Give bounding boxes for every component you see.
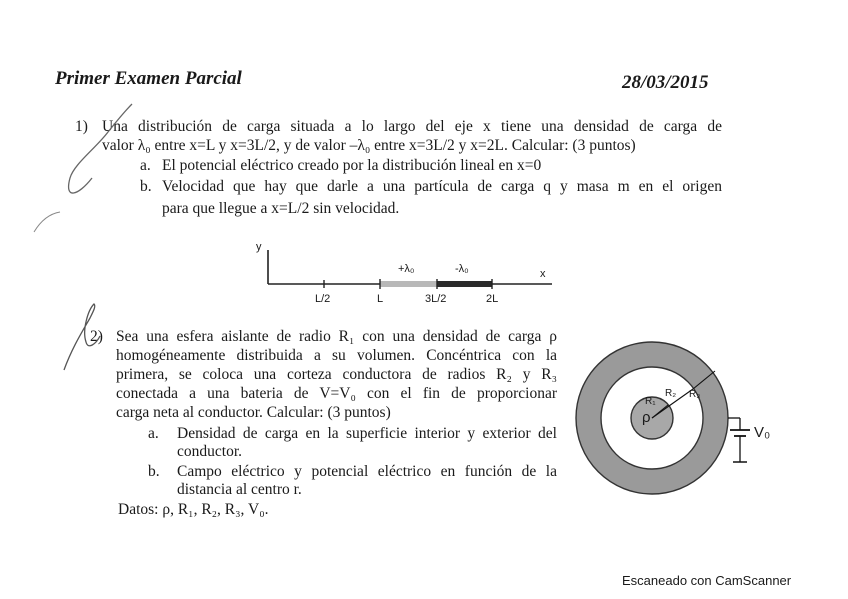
exam-title: Primer Examen Parcial — [55, 68, 242, 89]
fig1-y-label: y — [256, 241, 262, 253]
exam-date: 28/03/2015 — [622, 72, 709, 93]
problem2-line: conectada a una bateria de V=V₀ con el fin de proporcionar — [116, 385, 557, 402]
problem1-a-label: a. — [140, 157, 151, 174]
problem1-number: 1) — [75, 118, 88, 135]
fig2-r2-label: R₂ — [665, 388, 677, 399]
fig2-rho-label: ρ — [642, 409, 651, 426]
problem2-b-line1: Campo eléctrico y potencial eléctrico en función de la — [177, 463, 557, 480]
problem2-a-label: a. — [148, 425, 159, 442]
problem1-a-text: El potencial eléctrico creado por la distribución lineal en x=0 — [162, 157, 542, 174]
problem2-b-label: b. — [148, 463, 160, 480]
fig1-minus-lambda: -λ₀ — [455, 263, 469, 275]
check-mark-icon — [64, 304, 100, 370]
problem2-b-line2: distancia al centro r. — [177, 481, 302, 498]
problem1-b-line2: para que llegue a x=L/2 sin velocidad. — [162, 200, 400, 217]
problem1-b-line1: Velocidad que hay que darle a una partícula de carga q y masa m en el origen — [162, 178, 722, 195]
check-mark-icon — [34, 212, 60, 232]
problem2-last-line: carga neta al conductor. Calcular: (3 puntos) — [116, 404, 391, 421]
problem1-b-label: b. — [140, 178, 152, 195]
problem2-line: Sea una esfera aislante de radio R₁ con una densidad de carga ρ — [116, 328, 557, 345]
problem1-line1: Una distribución de carga situada a lo largo del eje x tiene una densidad de carga de — [102, 118, 722, 135]
fig2-r3-label: R₃ — [689, 389, 701, 400]
fig1-tick-label: L — [377, 293, 384, 305]
fig1-plus-lambda: +λ₀ — [398, 263, 415, 275]
check-mark-icon — [69, 104, 132, 193]
problem2-a-line2: conductor. — [177, 443, 242, 460]
problem2-line: primera, se coloca una corteza conductora de radios R₂ y R₃ — [116, 366, 557, 383]
fig1-tick-label: L/2 — [315, 293, 331, 305]
fig2-v0-label: V₀ — [754, 424, 771, 441]
fig1-tick-label: 3L/2 — [425, 293, 447, 305]
problem2-datos: Datos: ρ, R₁, R₂, R₃, V₀. — [118, 501, 269, 518]
scanner-watermark: Escaneado con CamScanner — [622, 573, 792, 588]
problem2-a-line1: Densidad de carga en la superficie interior y exterior del — [177, 425, 557, 442]
fig2-r1-label: R₁ — [645, 396, 656, 407]
problem2-number: 2) — [90, 328, 103, 345]
fig1-tick-label: 2L — [486, 293, 499, 305]
problem1-line2: valor λ₀ entre x=L y x=3L/2, y de valor –λ₀ entre x=3L/2 y x=2L. Calcular: (3 puntos) — [102, 137, 636, 154]
problem2-line: homogéneamente distribuida a su volumen. Concéntrica con la — [116, 347, 557, 364]
fig1-x-label: x — [540, 268, 546, 280]
